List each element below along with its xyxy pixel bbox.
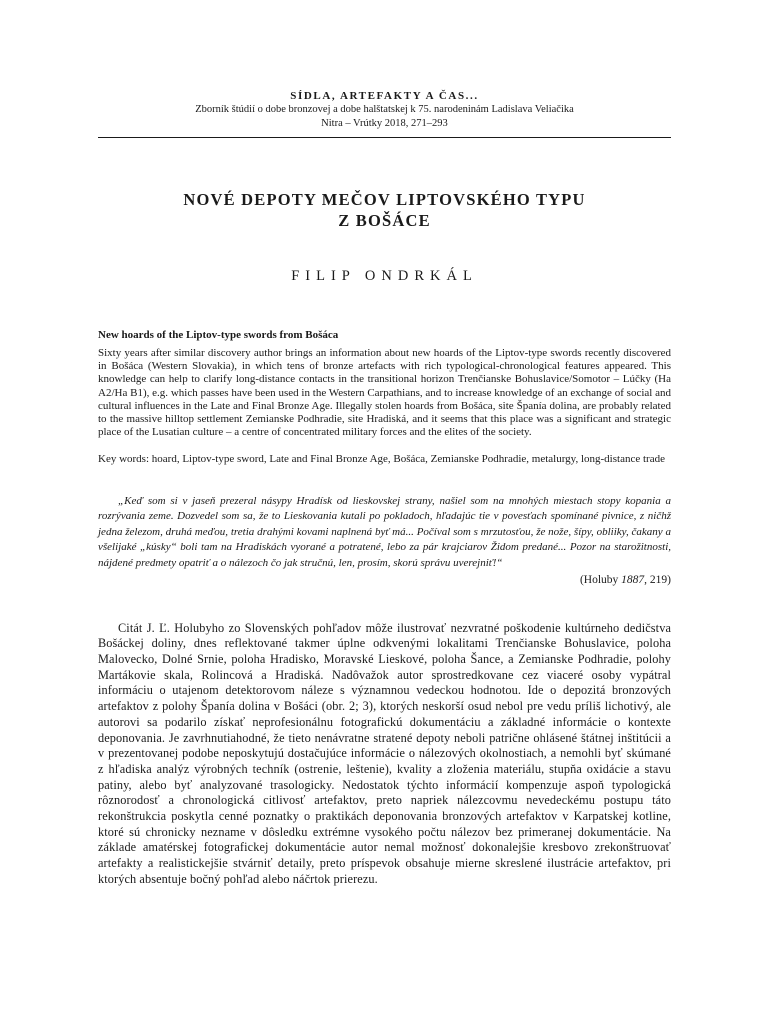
article-title-line-2: Z BOŠÁCE — [338, 211, 431, 230]
book-subtitle: Zborník štúdií o dobe bronzovej a dobe halštatskej k 75. narodeninám Ladislava Veliačika — [195, 104, 574, 115]
citation-page: , 219) — [644, 573, 671, 586]
epigraph-citation — [98, 573, 671, 588]
article-title-line-1: NOVÉ DEPOTY MEČOV LIPTOVSKÉHO TYPU — [183, 190, 586, 209]
epigraph-quote: „Keď som si v jaseň prezeral násypy Hradísk od lieskovskej strany, našiel som na mnohých miestach stopy kopania a rozrývania zeme. Dozvedel som sa, že to Lieskovania kutali po pokladoch, hľadajúc tie v povesťach spomínané pivnice, z ničhž jedna železom, druhá meďou, tretia drahými kovami naplnená byť má... Počíval som s mrzutosťou, že nože, šípy, obliiky, čakany a všelijaké „kúsky“ boli tam na Hradiskách vyorané a potratené, lebo za pár krajciarov Židom predané... Pozor na starožitnosti, nájdené predmety opatriť a o nálezoch čo jak stručnú, len, prosím, skorú správu uverejniť!“ — [98, 494, 671, 569]
body-paragraph: Citát J. Ľ. Holubyho zo Slovenských pohľadov môže ilustrovať nezvratné poškodenie kultúrneho dedičstva Bošáckej doliny, dnes reflektované takmer úplne odkvenými lokalitami Trenčianske Bohuslavice, poloha Malovecko, Dolné Srnie, poloha Hradisko, Moravské Lieskové, poloha Šance, a Zemianske Podhradie, polohy Martákovie skala, Rolincová a Hradiská. Nadôvažok autor sprostredkovane cez viaceré osoby vypátral informáciu o utajenom detektorovom náleze s významnou vedeckou hodnotou. Ide o depozitá bronzových artefaktov z polohy Španía dolina v Bošáci (obr. 2; 3), ktorých neskorší osud nebol pre vedu príliš lichotivý, ale autorovi sa podarilo získať neprofesionálnu fotografickú dokumentáciu a základné informácie o kontexte deponovania. Je zavrhnutiahodné, že tieto nenávratne stratené depoty neboli patrične ohlásené štátnej inštitúcii a v prezentovanej podobe neposkytujú dostačujúce informácie o nálezových okolnostiach, a nemohli byť skúmané z hľadiska analýz výrobných techník (ostrenie, leštenie), kvality a zloženia materiálu, stupňa oxidácie a stavu patiny, alebo byť analyzované trasologicky. Nedostatok týchto informácií kompenzuje aspoň typologická rôznorodosť a chronologická citlivosť artefaktov, preto napriek nálezcovmu nevedeckému postupu táto rekonštrukcia poskytla cenné poznatky o praktikách deponovania bronzových artefaktov v Karpatskej kotline, ktoré sú chronicky nezname v dôsledku extrémne vysokého počtu nálezov bez primeranej dokumentácie. Na základe amatérskej fotografickej dokumentácie autor nemal možnosť dokonalejšie kresbovo zrekonštruovať artefakty a realistickejšie stvárniť detaily, preto príspevok obsahuje mierne skreslené ilustrácie artefaktov, pri ktorých absentuje bočný pohľad alebo náčrtok prierezu. — [98, 620, 671, 886]
publication-header — [98, 0, 671, 131]
abstract-text: Sixty years after similar discovery author brings an information about new hoards of the Liptov-type swords recently discovered in Bošáca (Western Slovakia), in which tens of bronze artefacts with rich typological-chronological features appeared. This knowledge can help to clarify long-distance contacts in the transitional horizon Trenčianske Bohuslavice/Somotor – Lúčky (Ha A2/Ha B1), e.g. which passes have been used in the Western Carpathians, and to increase knowledge of an exchange of social and cultural influences in the Late and Final Bronze Age. Illegally stolen hoards from Bošáca, site Španía dolina, are probably related to the massive hilltop settlement Zemianske Podhradie, site Hradiská, and it seems that this place was a significant and strategic place of the Lusatian culture – a centre of concentrated military forces and the elites of the society. — [98, 347, 671, 439]
keywords: Key words: hoard, Liptov-type sword, Late and Final Bronze Age, Bošáca, Zemianske Podhradie, metalurgy, long-distance trade — [98, 453, 665, 466]
citation-year: 1887 — [621, 573, 645, 586]
book-title: SÍDLA, ARTEFAKTY A ČAS... — [290, 90, 479, 102]
citation-author: (Holuby — [579, 573, 619, 586]
page — [98, 0, 671, 888]
article-title — [98, 189, 671, 231]
author-name: FILIP ONDRKÁL — [291, 268, 478, 284]
header-divider — [98, 137, 671, 138]
abstract-title: New hoards of the Liptov-type swords from Bošáca — [98, 329, 339, 341]
publication-info: Nitra – Vrútky 2018, 271–293 — [321, 118, 448, 129]
